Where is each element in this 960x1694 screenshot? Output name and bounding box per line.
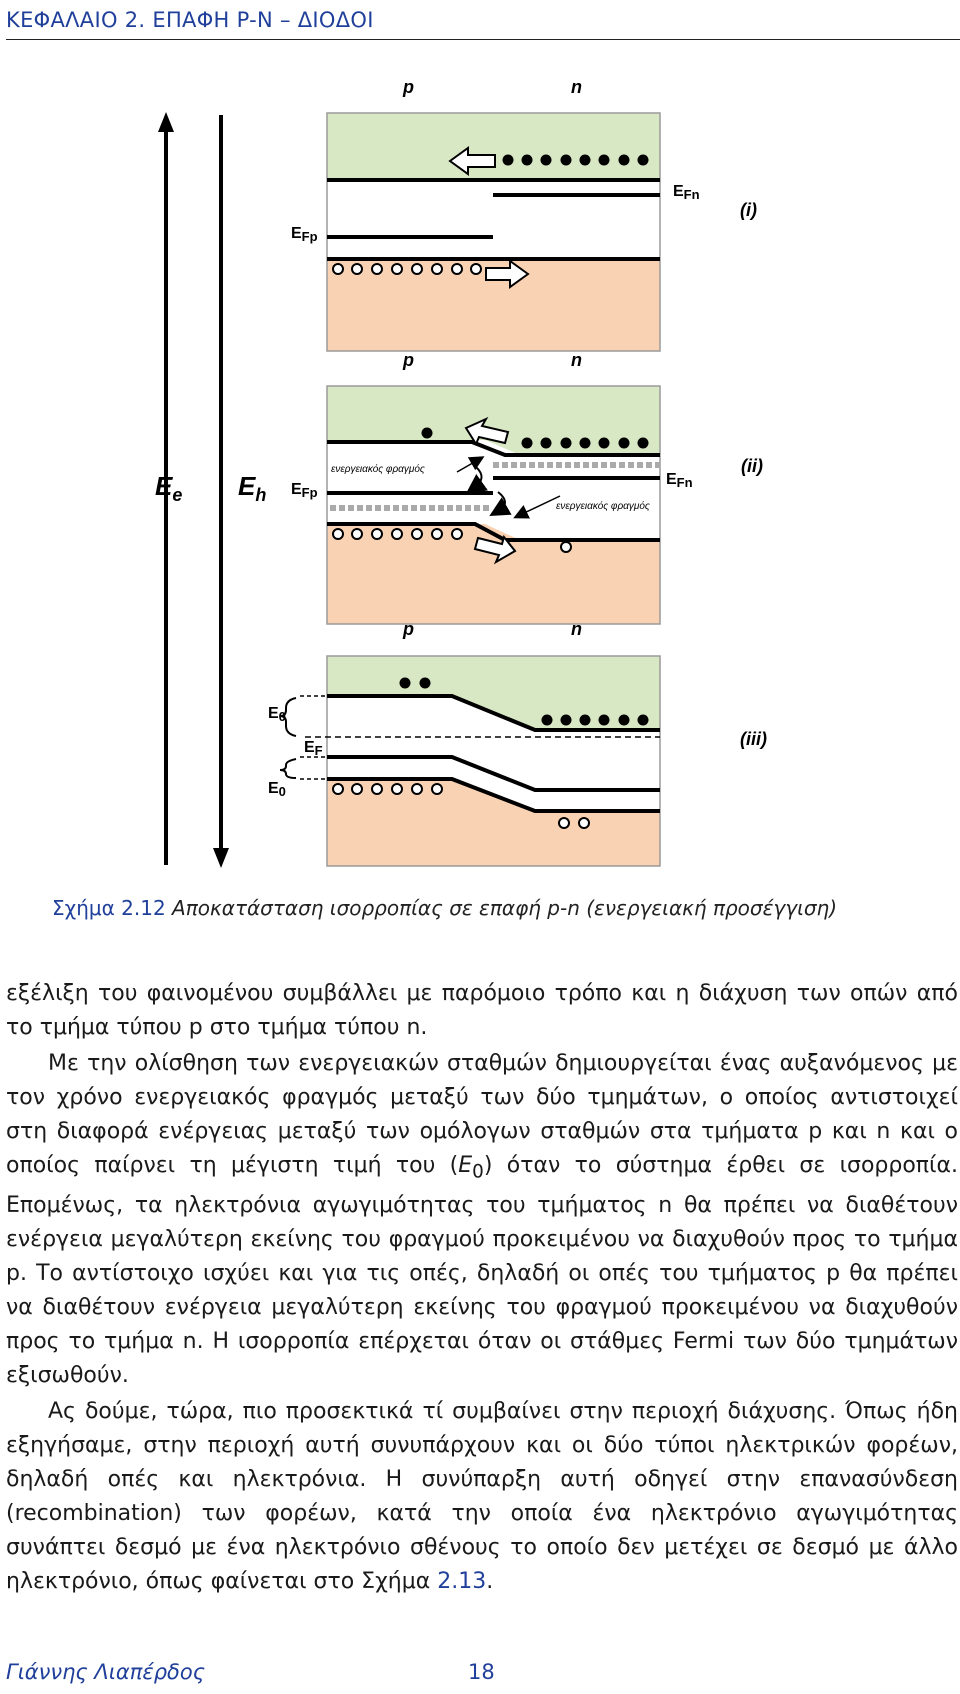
panel-iii-e0-bottom: E0	[268, 780, 286, 799]
body-text	[6, 977, 958, 1601]
paragraph-1: εξέλιξη του φαινομένου συμβάλλει με παρόμοιο τρόπο και η διάχυση των οπών από το τμήμα τύπου p στο τμήμα τύπου n.	[6, 981, 958, 1040]
panel-iii-ef: EF	[304, 739, 323, 758]
figure-ref-link[interactable]: 2.13	[437, 1569, 487, 1595]
caption-title: Αποκατάσταση ισορροπίας σε επαφή p-n (ενεργειακή προσέγγιση)	[172, 896, 838, 920]
panel-i-efp: EFp	[291, 225, 318, 244]
panel-iii	[268, 619, 767, 866]
panel-ii-efn: EFn	[666, 471, 693, 490]
chapter-header: ΚΕΦΑΛΑΙΟ 2. ΕΠΑΦΗ P-N – ΔΙΟΔΟΙ	[6, 8, 374, 32]
panel-i-p-label: p	[403, 77, 414, 97]
caption-number: Σχήμα 2.12	[52, 896, 166, 920]
page-number: 18	[468, 1660, 495, 1684]
figure-2-12	[0, 40, 960, 880]
panel-i	[291, 77, 757, 351]
panel-iii-e0-top: E0	[268, 705, 286, 724]
energy-axis-h	[213, 115, 229, 868]
panel-i-tag: (i)	[740, 200, 757, 220]
barrier-label-right: ενεργειακός φραγμός	[556, 501, 650, 512]
axis-label-ee: $E_e$	[155, 471, 183, 505]
panel-ii-n-label: n	[571, 350, 582, 370]
panel-iii-n-label: n	[571, 619, 582, 639]
paragraph-3: Ας δούμε, τώρα, πιο προσεκτικά τί συμβαίνει στην περιοχή διάχυσης. Όπως ήδη εξηγήσαμε, στην περιοχή αυτή συνυπάρχουν και οι δύο τύποι ηλεκτρικών φορέων, δηλαδή οπές και ηλεκτρόνια. Η συνύπαρξη αυτή οδηγεί στην επανασύνδεση (recombination) των φορέων, κατά την οποία ένα ηλεκτρόνιο αγωγιμότητας συνάπτει δεσμό με ένα ηλεκτρόνιο σθένους το οποίο δεν μετέχει σε δεσμό με άλλο ηλεκτρόνιο, όπως φαίνεται στο Σχήμα 2.13.	[6, 1399, 958, 1595]
footer-author: Γιάννης Λιαπέρδος	[6, 1660, 206, 1684]
panel-i-n-label: n	[571, 77, 582, 97]
panel-iii-p-label: p	[403, 619, 414, 639]
axis-label-eh: $E_h$	[238, 471, 267, 505]
panel-ii	[291, 350, 763, 624]
panel-ii-efp: EFp	[291, 481, 318, 500]
paragraph-2: Με την ολίσθηση των ενεργειακών σταθμών δημιουργείται ένας αυξανόμενος με τον χρόνο ενεργειακός φραγμός μεταξύ των δύο τμημάτων, ο οποίος αντιστοιχεί στη διαφορά ενέργειας μεταξύ των ομόλογων σταθμών στα τμήματα p και n και ο οποίος παίρνει τη μέγιστη τιμή του $(E_0)$ όταν το σύστημα έρθει σε ισορροπία. Επομένως, τα ηλεκτρόνια αγωγιμότητας του τμήματος n θα πρέπει να διαθέτουν ενέργεια μεγαλύτερη εκείνης του φραγμού προκειμένου να διαχυθούν προς το τμήμα p. Το αντίστοιχο ισχύει και για τις οπές, δηλαδή οι οπές του τμήματος p θα πρέπει να διαθέτουν ενέργεια μεγαλύτερη εκείνης του φραγμού προκειμένου να διαχυθούν προς το τμήμα n. Η ισορροπία επέρχεται όταν οι στάθμες Fermi των δύο τμημάτων εξισωθούν.	[6, 1051, 958, 1389]
panel-ii-p-label: p	[403, 350, 414, 370]
panel-ii-tag: (ii)	[741, 456, 763, 476]
panel-iii-tag: (iii)	[740, 729, 767, 749]
figure-caption	[52, 896, 837, 920]
panel-i-efn: EFn	[673, 183, 700, 202]
barrier-label-left: ενεργειακός φραγμός	[331, 464, 425, 475]
